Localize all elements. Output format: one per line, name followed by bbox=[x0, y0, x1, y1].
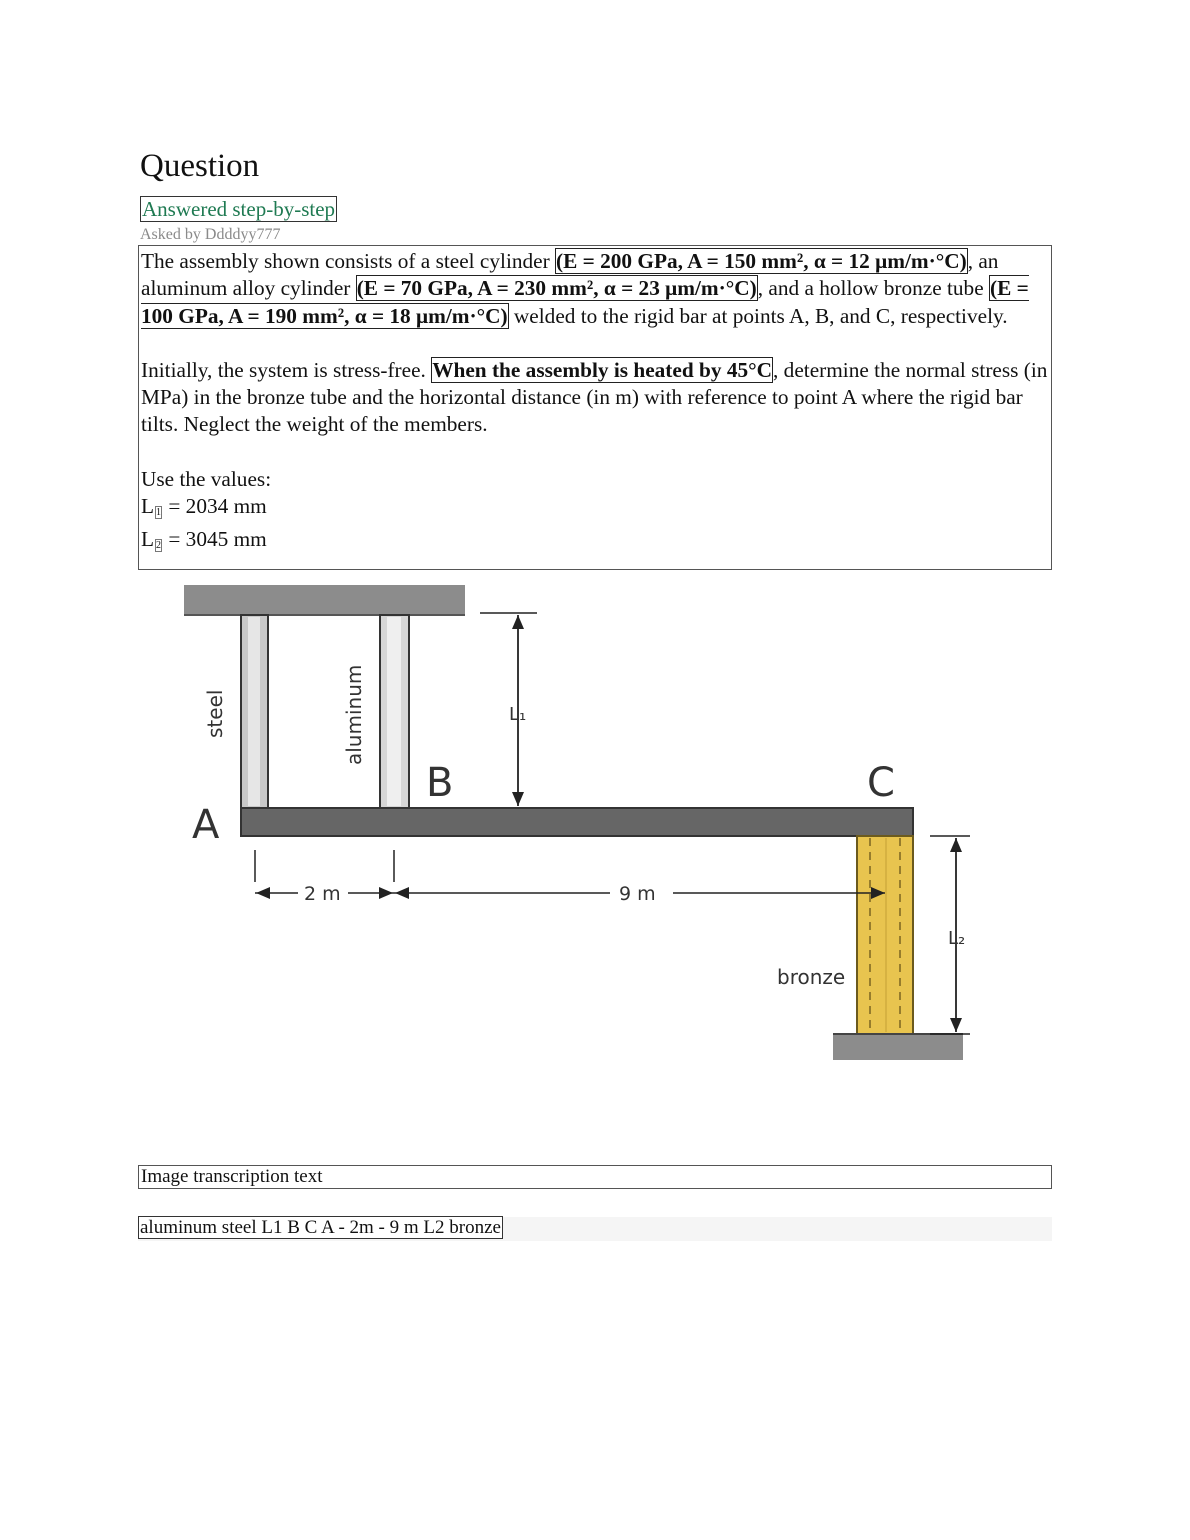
question-text: welded to the rigid bar at points A, B, and C, respectively. bbox=[508, 303, 1008, 328]
l1-value: = 2034 mm bbox=[163, 494, 267, 519]
label-A: A bbox=[192, 802, 220, 848]
heating-condition: When the assembly is heated by 45°C bbox=[432, 357, 773, 382]
l2-value: = 3045 mm bbox=[163, 527, 267, 552]
image-transcription-row bbox=[138, 1217, 1052, 1241]
bottom-support bbox=[833, 1034, 963, 1060]
image-transcription-heading: Image transcription text bbox=[138, 1165, 1052, 1189]
assembly-diagram bbox=[140, 580, 990, 1080]
question-text: Initially, the system is stress-free. bbox=[141, 357, 432, 382]
question-paragraph-2 bbox=[141, 357, 1049, 439]
question-text: The assembly shown consists of a steel cylinder bbox=[141, 249, 556, 273]
label-steel: steel bbox=[203, 689, 227, 738]
question-paragraph-1 bbox=[141, 248, 1049, 330]
bronze-tube bbox=[857, 836, 913, 1034]
steel-properties: (E = 200 GPa, A = 150 mm², α = 12 μm/m·°C) bbox=[556, 249, 967, 273]
answered-step-by-step-link[interactable]: Answered step-by-step bbox=[142, 197, 336, 221]
page-title: Question bbox=[140, 148, 260, 184]
rigid-bar bbox=[241, 808, 913, 836]
use-values-label: Use the values: bbox=[141, 466, 272, 491]
question-text: , determine the normal stress (in MPa) in the bronze tube and the horizontal distance (in m) with reference to point A where the rigid bar tilts. Neglect the weight of the members. bbox=[141, 357, 1048, 437]
label-C: C bbox=[867, 760, 895, 806]
l2-subscript: 2 bbox=[156, 540, 162, 552]
l2-letter: L bbox=[141, 527, 155, 552]
l2-value-line bbox=[141, 526, 1049, 559]
l1-subscript: 1 bbox=[156, 507, 162, 519]
top-support bbox=[184, 585, 465, 615]
image-transcription-text: aluminum steel L1 B C A - 2m - 9 m L2 bronze bbox=[140, 1217, 501, 1238]
l1-value-line bbox=[141, 493, 1049, 526]
label-L1: L₁ bbox=[509, 704, 527, 725]
question-text: , an aluminum alloy cylinder bbox=[141, 249, 999, 301]
question-text-box bbox=[138, 245, 1052, 570]
label-B: B bbox=[426, 760, 454, 806]
label-9m: 9 m bbox=[619, 883, 656, 905]
l1-letter: L bbox=[141, 494, 155, 519]
question-text: , and a hollow bronze tube bbox=[757, 276, 989, 301]
bronze-properties: (E = 100 GPa, A = 190 mm², α = 18 μm/m·°C) bbox=[141, 276, 1029, 328]
asked-by-label: Asked by Ddddyy777 bbox=[140, 226, 281, 243]
aluminum-properties: (E = 70 GPa, A = 230 mm², α = 23 μm/m·°C) bbox=[356, 276, 757, 301]
label-bronze: bronze bbox=[777, 965, 846, 989]
label-2m: 2 m bbox=[304, 883, 341, 905]
label-L2: L₂ bbox=[948, 928, 966, 949]
label-aluminum: aluminum bbox=[342, 664, 366, 765]
